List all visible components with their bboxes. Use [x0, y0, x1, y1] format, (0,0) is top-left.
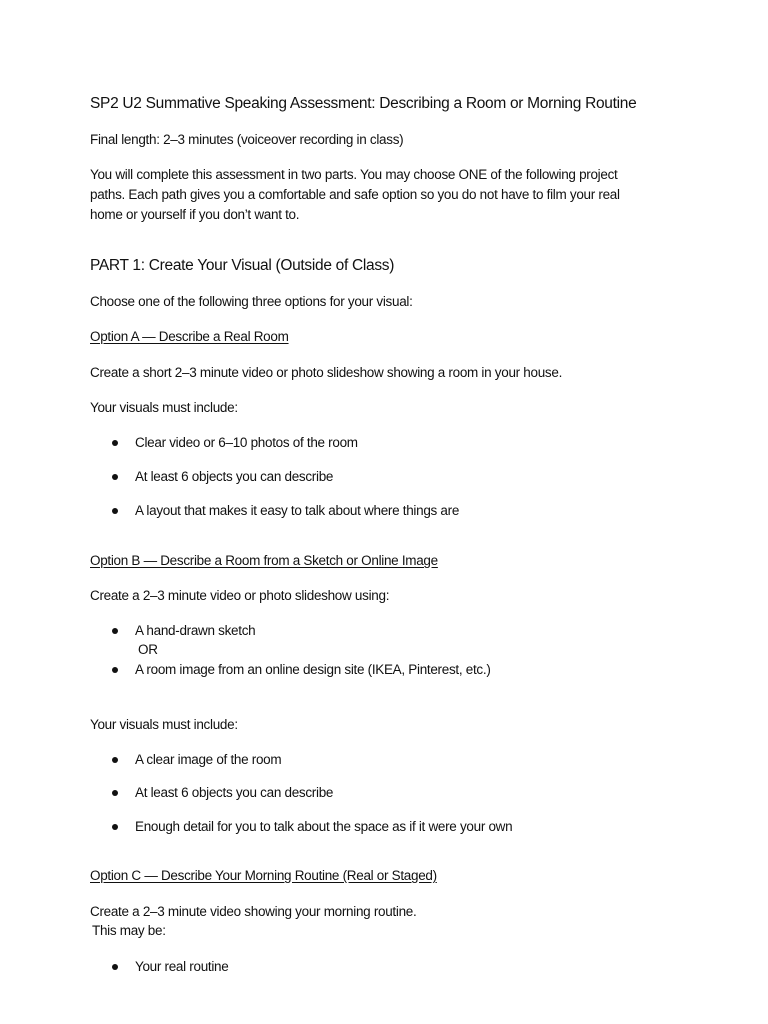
bullet-icon	[112, 628, 118, 634]
option-b-must-include: Your visuals must include:	[90, 717, 238, 732]
option-a-heading: Option A — Describe a Real Room	[90, 329, 289, 344]
part1-heading: PART 1: Create Your Visual (Outside of Class)	[90, 257, 395, 274]
option-b-source-1: A hand-drawn sketch	[135, 623, 256, 638]
option-a-description: Create a short 2–3 minute video or photo slideshow showing a room in your house.	[90, 365, 563, 380]
bullet-icon	[112, 824, 118, 830]
option-b-or-text: OR	[138, 642, 158, 657]
bullet-icon	[112, 474, 118, 480]
option-b-heading: Option B — Describe a Room from a Sketch or Online Image	[90, 553, 438, 568]
bullet-icon	[112, 964, 118, 970]
option-a-bullet-2: At least 6 objects you can describe	[135, 469, 334, 484]
intro-line-1: You will complete this assessment in two parts. You may choose ONE of the following project	[90, 167, 618, 182]
option-a-bullet-3: A layout that makes it easy to talk about where things are	[135, 503, 460, 518]
option-a-must-include: Your visuals must include:	[90, 400, 238, 415]
bullet-icon	[112, 790, 118, 796]
option-b-bullet-3: Enough detail for you to talk about the space as if it were your own	[135, 819, 513, 834]
bullet-icon	[112, 667, 118, 673]
bullet-icon	[112, 508, 118, 514]
bullet-icon	[112, 440, 118, 446]
option-b-bullet-2: At least 6 objects you can describe	[135, 785, 334, 800]
option-a-bullet-1: Clear video or 6–10 photos of the room	[135, 435, 358, 450]
option-c-heading: Option C — Describe Your Morning Routine (Real or Staged)	[90, 868, 437, 883]
final-length-text: Final length: 2–3 minutes (voiceover recording in class)	[90, 132, 404, 147]
intro-line-2: paths. Each path gives you a comfortable and safe option so you do not have to film your real	[90, 187, 620, 202]
bullet-icon	[112, 757, 118, 763]
option-b-bullet-1: A clear image of the room	[135, 752, 282, 767]
option-b-source-2: A room image from an online design site (IKEA, Pinterest, etc.)	[135, 662, 491, 677]
intro-line-3: home or yourself if you don’t want to.	[90, 207, 300, 222]
option-c-description: Create a 2–3 minute video showing your morning routine.	[90, 904, 417, 919]
document-title: SP2 U2 Summative Speaking Assessment: Describing a Room or Morning Routine	[90, 95, 637, 112]
option-c-may-be: This may be:	[92, 923, 166, 938]
part1-intro: Choose one of the following three options for your visual:	[90, 294, 413, 309]
option-b-description: Create a 2–3 minute video or photo slideshow using:	[90, 588, 390, 603]
option-c-bullet-1: Your real routine	[135, 959, 229, 974]
